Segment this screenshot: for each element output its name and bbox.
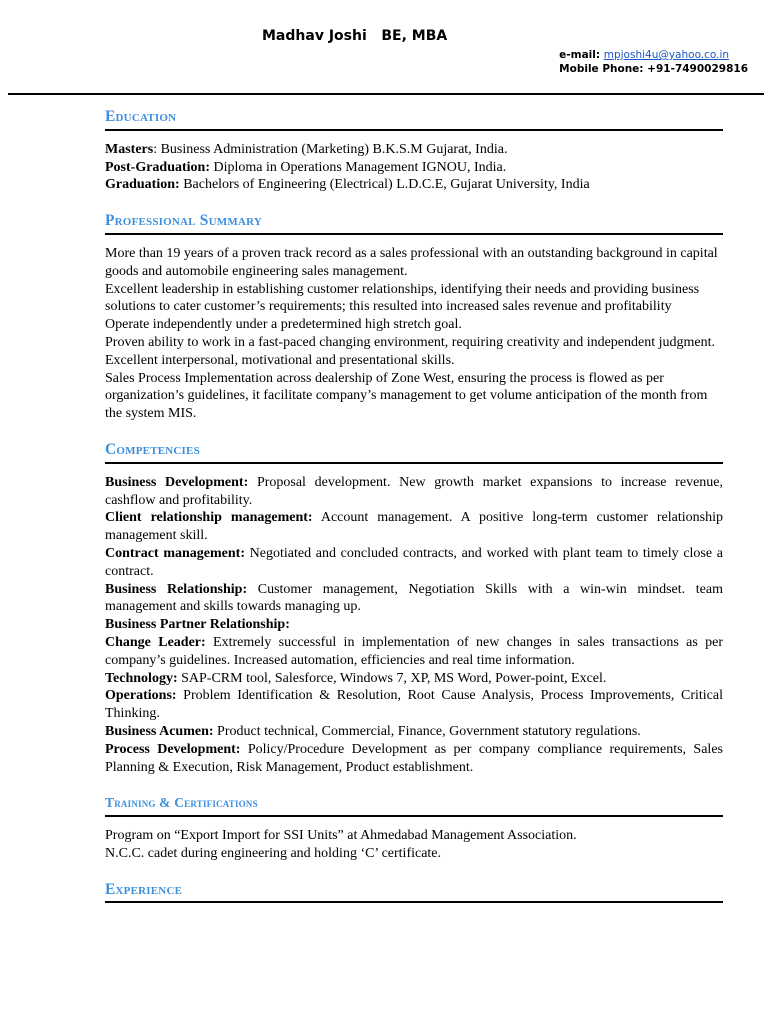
email-link[interactable]: mpjoshi4u@yahoo.co.in — [603, 49, 730, 61]
education-list — [105, 141, 723, 194]
training-item: N.C.C. cadet during engineering and holding ‘C’ certificate. — [105, 845, 442, 861]
competency-text: Customer management, Negotiation Skills with a win-win mindset. team management and skills towards managing up. — [105, 581, 723, 615]
competency-item — [105, 509, 723, 545]
email-line — [559, 48, 748, 62]
summary-item: Excellent interpersonal, motivational and presentational skills. — [105, 352, 455, 368]
section-title-education: Education — [105, 108, 723, 131]
competency-label: Change Leader: — [105, 634, 206, 650]
phone-line — [559, 62, 748, 76]
education-label: Graduation: — [105, 177, 180, 193]
competency-item — [105, 723, 723, 741]
summary-list — [105, 245, 723, 423]
training-list — [105, 827, 723, 863]
contact-info — [559, 48, 748, 76]
competency-item — [105, 616, 723, 634]
competency-item — [105, 741, 723, 777]
competency-text: Product technical, Commercial, Finance, Government statutory regulations. — [213, 723, 641, 739]
phone-label: Mobile Phone: — [559, 63, 648, 75]
summary-item: More than 19 years of a proven track record as a sales professional with an outstanding background in capital goods and automobile engineering sales management. — [105, 245, 718, 279]
competency-label: Business Partner Relationship: — [105, 617, 290, 633]
summary-item: Proven ability to work in a fast-paced changing environment, requiring creativity and independent judgment. — [105, 334, 715, 350]
email-label: e-mail: — [559, 49, 604, 61]
competency-label: Operations: — [105, 688, 177, 704]
competency-text: Problem Identification & Resolution, Root Cause Analysis, Process Improvements, Critical Thinking. — [105, 688, 723, 722]
section-title-summary: Professional Summary — [105, 212, 723, 235]
competency-label: Technology: — [105, 670, 178, 686]
education-label: Masters — [105, 141, 154, 157]
header-divider — [8, 93, 764, 95]
competency-label: Process Development: — [105, 741, 241, 757]
education-sep: : — [153, 141, 161, 157]
competency-item — [105, 581, 723, 617]
phone-number: +91-7490029816 — [647, 63, 748, 75]
competency-text: Account management. A positive long-term customer relationship management skill. — [105, 510, 723, 544]
section-title-training: Training & Certifications — [105, 794, 723, 817]
competency-label: Business Acumen: — [105, 723, 214, 739]
education-item — [105, 159, 723, 177]
training-item: Program on “Export Import for SSI Units” at Ahmedabad Management Association. — [105, 828, 577, 844]
competency-label: Business Development: — [105, 474, 249, 490]
competency-label: Client relationship management: — [105, 510, 313, 526]
competency-text: SAP-CRM tool, Salesforce, Windows 7, XP, MS Word, Power-point, Excel. — [177, 670, 607, 686]
summary-item: Operate independently under a predetermined high stretch goal. — [105, 317, 462, 333]
education-label: Post-Graduation: — [105, 159, 210, 175]
competency-item — [105, 670, 723, 688]
competency-item — [105, 474, 723, 510]
competency-label: Contract management: — [105, 545, 245, 561]
education-item — [105, 141, 723, 159]
competency-text: Policy/Procedure Development as per company compliance requirements, Sales Planning & Execution, Risk Management, Product establishment. — [105, 741, 723, 775]
competency-text: Proposal development. New growth market expansions to increase revenue, cashflow and profitability. — [105, 474, 723, 508]
competency-text: Extremely successful in implementation of new changes in sales transactions as per company’s guidelines. Increased automation, efficiencies and real time information. — [105, 634, 723, 668]
education-text: Diploma in Operations Management IGNOU, India. — [213, 159, 507, 175]
summary-item: Sales Process Implementation across dealership of Zone West, ensuring the process is flowed as per organization’s guidelines, it facilitate company’s management to get volume anticipation of the month from the system MIS. — [105, 370, 708, 422]
competencies-list — [105, 474, 723, 777]
education-item — [105, 176, 723, 194]
education-text: Bachelors of Engineering (Electrical) L.D.C.E, Gujarat University, India — [183, 177, 590, 193]
education-text: Business Administration (Marketing) B.K.S.M Gujarat, India. — [160, 141, 508, 157]
section-title-competencies: Competencies — [105, 441, 723, 464]
competency-label: Business Relationship: — [105, 581, 248, 597]
competency-item — [105, 687, 723, 723]
candidate-name: Madhav Joshi BE, MBA — [262, 28, 448, 44]
competency-text: Negotiated and concluded contracts, and worked with plant team to timely close a contract. — [105, 545, 723, 579]
competency-item — [105, 634, 723, 670]
section-title-experience: Experience — [105, 881, 723, 904]
summary-item: Excellent leadership in establishing customer relationships, identifying their needs and providing business solutions to cater customer’s requirements; this resulted into increased sales revenue and profitability — [105, 281, 700, 315]
resume-body — [105, 108, 723, 913]
competency-item — [105, 545, 723, 581]
